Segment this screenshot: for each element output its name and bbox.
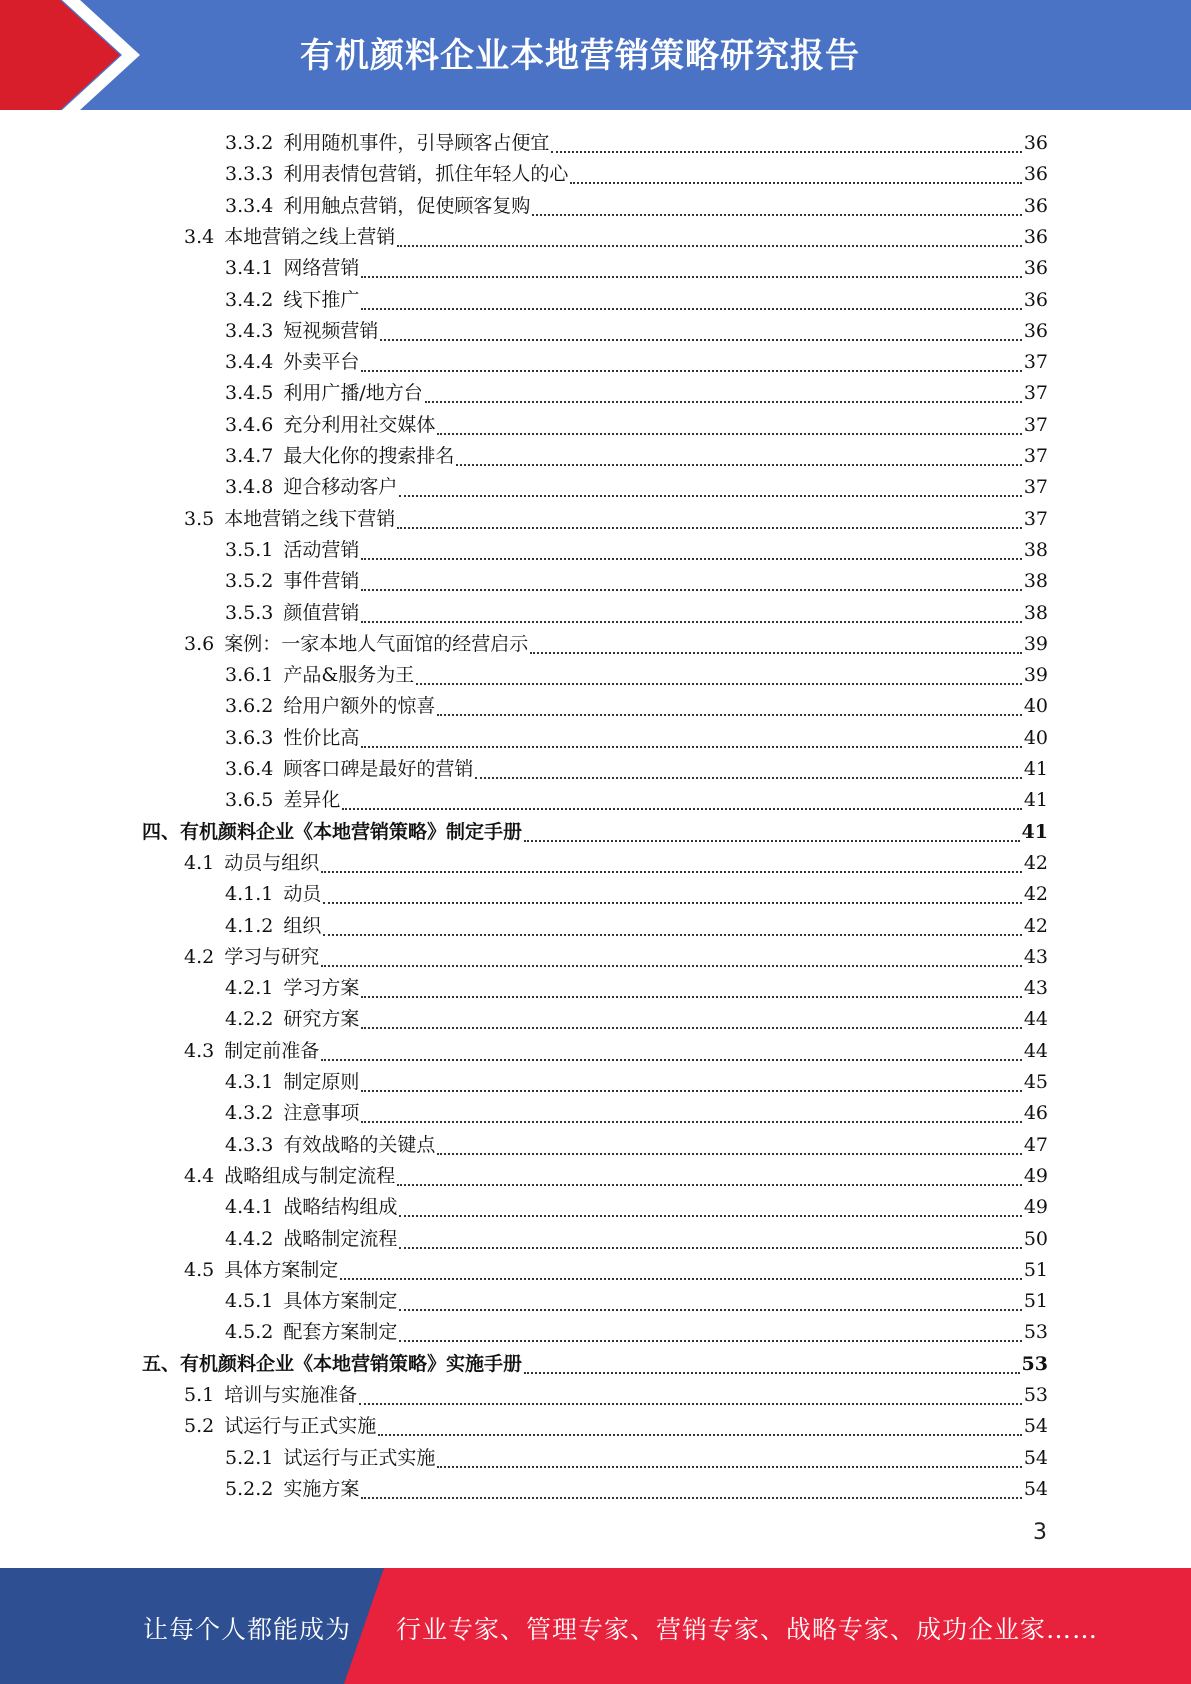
toc-entry-title: 注意事项 [283,1102,360,1125]
toc-entry-page: 44 [1023,1008,1048,1031]
toc-entry-page: 53 [1023,1321,1048,1344]
toc-entry-title: 外卖平台 [283,351,360,374]
toc-entry-number: 3.6.3 [225,726,274,749]
page-header [0,0,1191,110]
toc-entry[interactable] [184,1411,1048,1442]
toc-dot-leader [425,401,1022,403]
toc-entry-number: 4.5 [184,1258,215,1281]
toc-dot-leader [361,370,1021,372]
toc-entry-title: 利用广播/地方台 [283,382,423,405]
toc-entry-page: 54 [1023,1477,1048,1500]
toc-entry-title: 线下推广 [283,288,360,311]
toc-dot-leader [437,1466,1021,1468]
toc-entry-number: 4.1.1 [225,883,274,906]
toc-entry[interactable] [225,253,1048,284]
toc-entry[interactable] [225,1474,1048,1505]
toc-entry[interactable] [184,942,1048,973]
toc-entry-number: 5.2 [184,1415,215,1438]
toc-entry[interactable] [184,1255,1048,1286]
toc-entry-number: 4.1.2 [225,914,274,937]
toc-dot-leader [323,902,1021,904]
toc-entry-page: 42 [1023,914,1048,937]
toc-entry-number: 4.3.1 [225,1071,274,1093]
toc-entry-page: 47 [1023,1133,1048,1156]
toc-entry[interactable] [225,566,1048,597]
toc-entry[interactable] [225,691,1048,722]
toc-entry-page: 36 [1023,163,1048,186]
toc-entry-title: 试运行与正式实施 [283,1446,436,1469]
toc-entry-title: 本地营销之线下营销 [224,507,396,530]
toc-entry-page: 36 [1023,319,1048,342]
toc-entry-title: 迎合移动客户 [283,476,398,499]
toc-entry-number: 3.4.1 [225,257,274,280]
toc-entry-number: 3.4.4 [225,351,274,374]
toc-entry[interactable] [142,1349,1048,1380]
toc-entry-number: 5.2.2 [225,1477,274,1500]
toc-dot-leader [359,1403,1022,1405]
toc-entry-number: 3.4.2 [225,288,274,311]
footer-slogan-left: 让每个人都能成为 [143,1615,352,1644]
toc-entry-page: 37 [1023,382,1048,405]
toc-entry-page: 45 [1023,1071,1048,1093]
toc-entry-title: 利用表情包营销，抓住年轻人的心 [283,163,569,186]
toc-entry-page: 54 [1023,1415,1048,1438]
toc-dot-leader [524,840,1020,842]
toc-dot-leader [321,965,1022,967]
toc-dot-leader [437,714,1021,716]
toc-entry[interactable] [142,817,1048,848]
toc-entry-page: 37 [1023,507,1048,530]
toc-entry-page: 50 [1023,1227,1048,1250]
toc-dot-leader [361,308,1021,310]
toc-entry[interactable] [225,472,1048,503]
toc-entry-page: 36 [1023,288,1048,311]
footer-slogan-right: 行业专家、管理专家、营销专家、战略专家、成功企业家…… [396,1615,1099,1644]
toc-entry-number: 4.3.2 [225,1102,274,1125]
toc-entry-number: 3.5.2 [225,570,274,593]
toc-entry-title: 有机颜料企业《本地营销策略》制定手册 [180,820,523,843]
toc-entry[interactable] [225,785,1048,816]
toc-entry-number: 3.4.3 [225,319,274,342]
toc-entry-page: 46 [1023,1102,1048,1125]
toc-entry[interactable] [225,598,1048,629]
toc-entry[interactable] [184,848,1048,879]
toc-entry-title: 研究方案 [283,1008,360,1031]
toc-entry[interactable] [184,629,1048,660]
toc-entry[interactable] [184,504,1048,535]
toc-entry-title: 充分利用社交媒体 [283,413,436,436]
toc-entry[interactable] [225,1224,1048,1255]
toc-dot-leader [361,996,1021,998]
toc-entry-title: 给用户额外的惊喜 [283,695,436,718]
toc-dot-leader [399,1340,1021,1342]
toc-dot-leader [361,589,1021,591]
toc-entry[interactable] [225,316,1048,347]
toc-dot-leader [399,1309,1021,1311]
toc-entry-page: 37 [1023,351,1048,374]
toc-dot-leader [475,777,1021,779]
toc-entry-title: 案例：一家本地人气面馆的经营启示 [224,632,529,655]
toc-entry-title: 顾客口碑是最好的营销 [283,758,474,780]
toc-entry[interactable] [225,879,1048,910]
toc-entry-title: 制定前准备 [224,1039,320,1062]
page-number: 3 [1033,1520,1047,1545]
toc-dot-leader [437,433,1021,435]
header-chevron-decoration [0,0,160,110]
toc-entry-number: 4.2 [184,945,215,968]
toc-entry-page: 39 [1023,664,1048,687]
toc-entry-number: 3.5.3 [225,601,274,624]
toc-entry-title: 颜值营销 [283,601,360,624]
toc-entry-page: 51 [1023,1258,1048,1281]
toc-dot-leader [342,808,1021,810]
toc-entry-title: 动员 [283,883,322,906]
toc-entry[interactable] [184,1036,1048,1067]
toc-entry-page: 38 [1023,570,1048,593]
toc-entry-number: 3.6.2 [225,695,274,718]
toc-dot-leader [399,1247,1021,1249]
toc-entry-number: 4.5.1 [225,1290,274,1313]
toc-dot-leader [530,652,1022,654]
toc-dot-leader [397,1184,1022,1186]
toc-dot-leader [456,464,1021,466]
toc-dot-leader [321,1059,1022,1061]
toc-entry-title: 学习方案 [283,977,360,1000]
toc-entry[interactable] [184,222,1048,253]
toc-entry-page: 36 [1023,132,1048,154]
toc-entry-page: 40 [1023,695,1048,718]
toc-entry-title: 活动营销 [283,538,360,561]
toc-entry[interactable] [225,191,1048,222]
toc-entry[interactable] [225,1443,1048,1474]
toc-dot-leader [361,1121,1021,1123]
toc-entry-page: 41 [1021,820,1048,843]
toc-entry-title: 本地营销之线上营销 [224,225,396,248]
toc-entry-page: 36 [1023,257,1048,280]
toc-entry[interactable] [225,1098,1048,1129]
toc-entry-page: 54 [1023,1446,1048,1469]
toc-dot-leader [361,1090,1021,1092]
toc-entry-page: 43 [1023,977,1048,1000]
toc-entry-title: 具体方案制定 [224,1258,339,1281]
toc-entry-title: 利用触点营销，促使顾客复购 [283,194,531,217]
toc-entry-page: 42 [1023,883,1048,906]
toc-entry-title: 配套方案制定 [283,1321,398,1344]
toc-entry-title: 培训与实施准备 [224,1384,358,1406]
toc-entry-page: 39 [1023,632,1048,655]
toc-entry[interactable] [225,973,1048,1004]
toc-entry-page: 41 [1023,789,1048,812]
toc-entry[interactable] [184,1380,1048,1411]
toc-dot-leader [397,245,1022,247]
toc-dot-leader [399,495,1021,497]
toc-entry-number: 3.6.5 [225,789,274,812]
toc-entry[interactable] [225,285,1048,316]
toc-entry-number: 4.4 [184,1164,215,1187]
toc-dot-leader [361,621,1021,623]
toc-entry-page: 53 [1023,1384,1048,1406]
toc-entry-title: 产品&服务为王 [283,664,415,687]
toc-entry-title: 战略结构组成 [283,1196,398,1219]
toc-dot-leader [524,1372,1020,1374]
toc-entry-number: 3.5 [184,507,215,530]
toc-entry-number: 3.4.7 [225,445,274,467]
toc-entry-number: 3.3.3 [225,163,274,186]
toc-entry-number: 4.1 [184,851,215,874]
toc-entry-title: 最大化你的搜索排名 [283,445,455,467]
toc-dot-leader [397,527,1022,529]
toc-entry-page: 44 [1023,1039,1048,1062]
toc-entry[interactable] [225,1067,1048,1098]
toc-entry[interactable] [225,441,1048,472]
toc-entry-title: 战略制定流程 [283,1227,398,1250]
toc-entry-number: 3.3.2 [225,132,274,154]
toc-entry[interactable] [225,660,1048,691]
toc-dot-leader [437,1153,1021,1155]
toc-entry-number: 四、 [142,820,181,843]
toc-entry-title: 动员与组织 [224,851,320,874]
toc-entry[interactable] [225,1192,1048,1223]
toc-entry-title: 具体方案制定 [283,1290,398,1313]
toc-entry-page: 53 [1021,1352,1048,1375]
toc-entry-title: 战略组成与制定流程 [224,1164,396,1187]
toc-entry-page: 51 [1023,1290,1048,1313]
toc-entry-title: 性价比高 [283,726,360,749]
toc-dot-leader [321,871,1022,873]
report-title: 有机颜料企业本地营销策略研究报告 [300,36,860,76]
toc-entry-page: 37 [1023,413,1048,436]
toc-entry-number: 4.4.2 [225,1227,274,1250]
toc-entry-title: 有机颜料企业《本地营销策略》实施手册 [180,1352,523,1375]
toc-dot-leader [361,276,1021,278]
toc-entry-title: 差异化 [283,789,341,812]
toc-entry-page: 41 [1023,758,1048,780]
toc-dot-leader [532,214,1021,216]
toc-entry-title: 短视频营销 [283,319,379,342]
toc-dot-leader [323,934,1021,936]
toc-dot-leader [416,683,1022,685]
toc-entry[interactable] [225,410,1048,441]
toc-entry-page: 38 [1023,601,1048,624]
toc-entry-number: 3.4.6 [225,413,274,436]
toc-dot-leader [378,1434,1022,1436]
toc-entry-number: 3.3.4 [225,194,274,217]
toc-entry[interactable] [225,535,1048,566]
toc-dot-leader [570,182,1021,184]
toc-entry-number: 3.6.4 [225,758,274,780]
toc-dot-leader [399,1215,1021,1217]
toc-entry-number: 5.1 [184,1384,215,1406]
toc-entry-number: 3.5.1 [225,538,274,561]
toc-entry-number: 3.6 [184,632,215,655]
toc-entry-number: 5.2.1 [225,1446,274,1469]
toc-dot-leader [361,558,1021,560]
toc-entry-title: 制定原则 [283,1071,360,1093]
toc-entry-page: 36 [1023,225,1048,248]
toc-entry-number: 4.3 [184,1039,215,1062]
toc-entry-number: 4.2.1 [225,977,274,1000]
toc-entry[interactable] [225,1317,1048,1348]
toc-dot-leader [380,339,1021,341]
toc-entry[interactable] [225,911,1048,942]
toc-entry[interactable] [225,347,1048,378]
toc-entry[interactable] [225,723,1048,754]
toc-entry-number: 3.6.1 [225,664,274,687]
toc-dot-leader [361,1027,1021,1029]
toc-entry[interactable] [225,128,1048,159]
toc-entry-title: 实施方案 [283,1477,360,1500]
toc-entry-number: 3.4.8 [225,476,274,499]
toc-entry[interactable] [225,378,1048,409]
toc-entry-number: 3.4 [184,225,215,248]
toc-dot-leader [340,1278,1022,1280]
toc-entry[interactable] [225,1004,1048,1035]
toc-entry-title: 学习与研究 [224,945,320,968]
toc-entry-number: 五、 [142,1352,181,1375]
toc-entry[interactable] [225,1130,1048,1161]
toc-entry-number: 4.5.2 [225,1321,274,1344]
toc-entry-page: 43 [1023,945,1048,968]
toc-dot-leader [551,151,1021,153]
page-footer [0,1568,1191,1684]
toc-entry-title: 有效战略的关键点 [283,1133,436,1156]
toc-entry-title: 利用随机事件，引导顾客占便宜 [283,132,550,154]
toc-entry-page: 37 [1023,476,1048,499]
toc-entry-number: 4.2.2 [225,1008,274,1031]
toc-entry-page: 49 [1023,1164,1048,1187]
toc-entry[interactable] [225,159,1048,190]
toc-entry-title: 组织 [283,914,322,937]
toc-entry-title: 网络营销 [283,257,360,280]
toc-entry-page: 49 [1023,1196,1048,1219]
toc-entry-page: 37 [1023,445,1048,467]
toc-entry-number: 3.4.5 [225,382,274,405]
toc-entry-page: 36 [1023,194,1048,217]
toc-entry-page: 42 [1023,851,1048,874]
toc-entry-page: 40 [1023,726,1048,749]
toc-entry[interactable] [184,1161,1048,1192]
toc-dot-leader [361,1497,1021,1499]
toc-entry-number: 4.3.3 [225,1133,274,1156]
toc-entry[interactable] [225,1286,1048,1317]
toc-entry-title: 试运行与正式实施 [224,1415,377,1438]
toc-entry-page: 38 [1023,538,1048,561]
toc-entry-title: 事件营销 [283,570,360,593]
toc-entry[interactable] [225,754,1048,785]
toc-entry-number: 4.4.1 [225,1196,274,1219]
toc-dot-leader [361,746,1021,748]
